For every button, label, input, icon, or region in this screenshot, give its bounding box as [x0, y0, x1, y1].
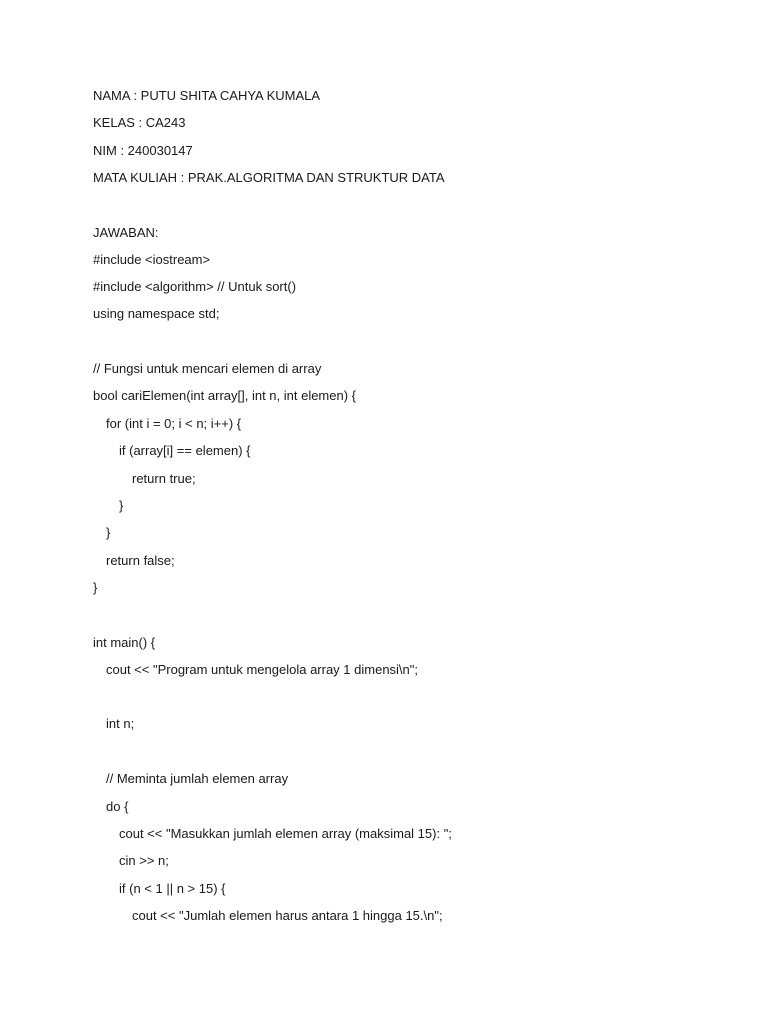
code-line: #include <iostream> [93, 252, 211, 267]
code-line: using namespace std; [93, 306, 220, 321]
code-line: if (array[i] == elemen) { [119, 443, 251, 458]
code-line: int n; [106, 716, 135, 731]
code-line: cin >> n; [119, 853, 169, 868]
answer-label: JAWABAN: [93, 225, 159, 240]
code-line: #include <algorithm> // Untuk sort() [93, 279, 297, 294]
code-line: cout << "Jumlah elemen harus antara 1 hingga 15.\n"; [132, 908, 443, 923]
code-line: return false; [106, 553, 175, 568]
code-line: cout << "Program untuk mengelola array 1 dimensi\n"; [106, 662, 418, 677]
student-class: KELAS : CA243 [93, 115, 186, 130]
code-line: do { [106, 799, 129, 814]
code-line: } [93, 580, 98, 595]
code-comment: // Meminta jumlah elemen array [106, 771, 289, 786]
code-line: } [119, 498, 124, 513]
code-line: for (int i = 0; i < n; i++) { [106, 416, 242, 431]
code-line: if (n < 1 || n > 15) { [119, 881, 226, 896]
code-line: } [106, 525, 111, 540]
code-comment: // Fungsi untuk mencari elemen di array [93, 361, 322, 376]
code-line: int main() { [93, 635, 156, 650]
student-nim: NIM : 240030147 [93, 143, 193, 158]
code-line: bool cariElemen(int array[], int n, int elemen) { [93, 388, 357, 403]
code-line: return true; [132, 471, 196, 486]
course-name: MATA KULIAH : PRAK.ALGORITMA DAN STRUKTUR DATA [93, 170, 445, 185]
code-line: cout << "Masukkan jumlah elemen array (maksimal 15): "; [119, 826, 452, 841]
student-name: NAMA : PUTU SHITA CAHYA KUMALA [93, 88, 321, 103]
